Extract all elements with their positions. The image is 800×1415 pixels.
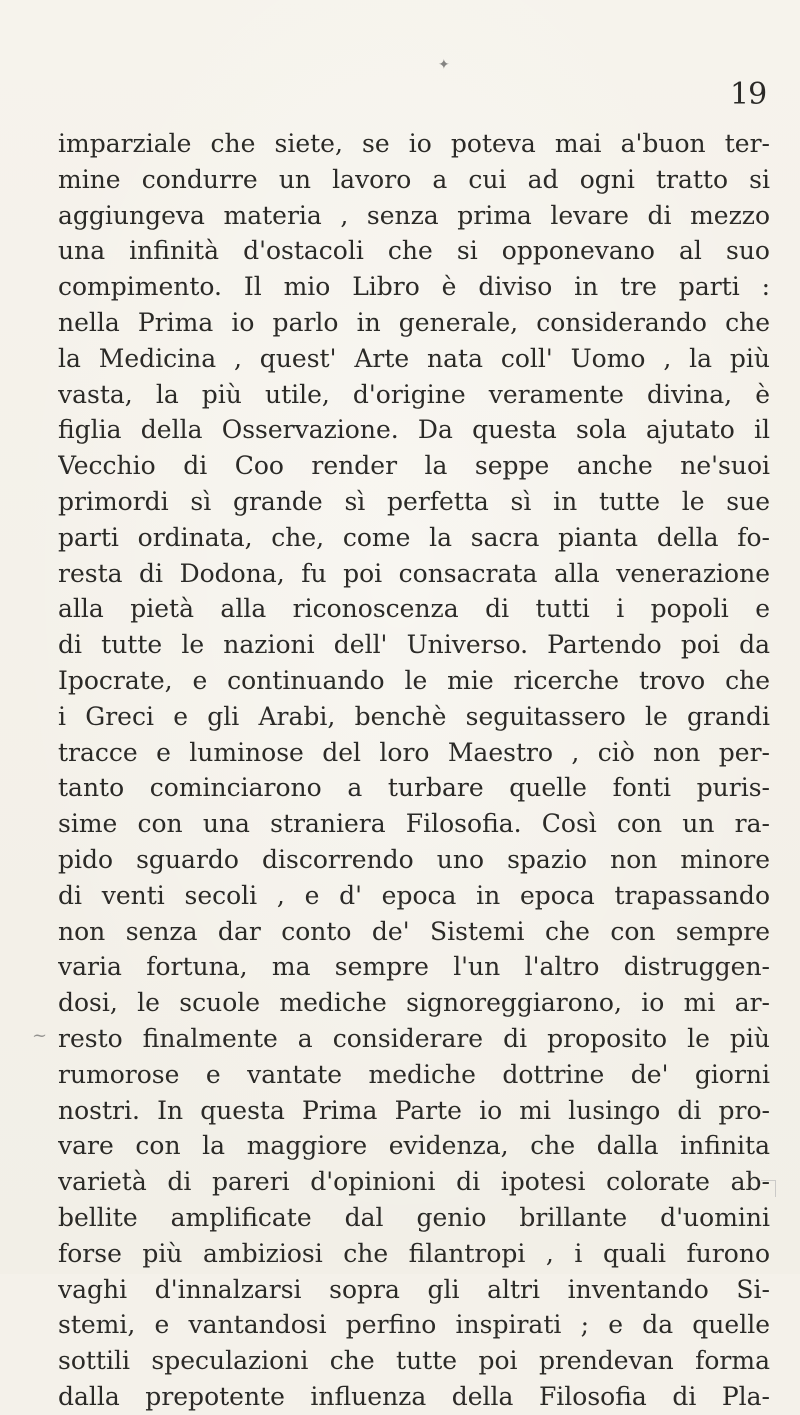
text-line: una infinità d'ostacoli che si opponevano al suo xyxy=(58,236,770,266)
text-line: parti ordinata, che, come la sacra pianta della fo- xyxy=(58,522,770,552)
text-line: stemi, e vantandosi perfino inspirati ; e da quelle xyxy=(58,1310,770,1340)
text-line: non senza dar conto de' Sistemi che con sempre xyxy=(58,916,770,946)
text-line: di tutte le nazioni dell' Universo. Partendo poi da xyxy=(58,630,770,660)
text-line: imparziale che siete, se io poteva mai a'buon ter- xyxy=(58,129,770,158)
text-line: la Medicina , quest' Arte nata coll' Uomo , la più xyxy=(58,343,770,373)
text-line: tracce e luminose del loro Maestro , ciò non per- xyxy=(58,737,770,767)
text-line: dosi, le scuole mediche signoreggiarono, io mi ar- xyxy=(58,988,770,1018)
text-line: nostri. In questa Prima Parte io mi lusingo di pro- xyxy=(58,1095,770,1125)
text-line: Vecchio di Coo render la seppe anche ne'suoi xyxy=(58,451,770,481)
text-line: aggiungeva materia , senza prima levare di mezzo xyxy=(58,200,770,230)
margin-mark: ~ xyxy=(32,1025,48,1046)
body-text xyxy=(58,126,770,1415)
text-line: varia fortuna, ma sempre l'un l'altro distruggen- xyxy=(58,952,770,982)
text-line: rumorose e vantate mediche dottrine de' giorni xyxy=(58,1059,770,1089)
text-line: vasta, la più utile, d'origine veramente divina, è xyxy=(58,379,770,409)
text-line: resto finalmente a considerare di proposito le più xyxy=(58,1023,770,1053)
text-line: resta di Dodona, fu poi consacrata alla venerazione xyxy=(58,558,770,588)
text-line: alla pietà alla riconoscenza di tutti i popoli e xyxy=(58,594,770,624)
text-line: pido sguardo discorrendo uno spazio non minore xyxy=(58,844,770,874)
text-line: vare con la maggiore evidenza, che dalla infinita xyxy=(58,1131,770,1161)
text-line: figlia della Osservazione. Da questa sola ajutato il xyxy=(58,415,770,445)
margin-bracket xyxy=(761,1180,776,1197)
text-line: i Greci e gli Arabi, benchè seguitassero le grandi xyxy=(58,701,770,731)
page-number: 19 xyxy=(730,77,767,112)
text-line: tanto cominciarono a turbare quelle fonti puris- xyxy=(58,773,770,803)
text-line: nella Prima io parlo in generale, considerando che xyxy=(58,307,770,337)
text-line: Ipocrate, e continuando le mie ricerche trovo che xyxy=(58,665,770,695)
ink-speck: ✦ xyxy=(438,57,450,73)
text-line: mine condurre un lavoro a cui ad ogni tratto si xyxy=(58,164,770,194)
text-line: dalla prepotente influenza della Filosofia di Pla- xyxy=(58,1381,770,1411)
text-line: sime con una straniera Filosofia. Così con un ra- xyxy=(58,809,770,839)
text-line: forse più ambiziosi che filantropi , i quali furono xyxy=(58,1238,770,1268)
text-line: vaghi d'innalzarsi sopra gli altri inventando Si- xyxy=(58,1274,770,1304)
text-line: sottili speculazioni che tutte poi prendevan forma xyxy=(58,1346,770,1376)
text-line: di venti secoli , e d' epoca in epoca trapassando xyxy=(58,880,770,910)
text-line: varietà di pareri d'opinioni di ipotesi colorate ab- xyxy=(58,1167,770,1197)
text-line: primordi sì grande sì perfetta sì in tutte le sue xyxy=(58,486,770,516)
text-line: bellite amplificate dal genio brillante d'uomini xyxy=(58,1202,770,1232)
text-line: compimento. Il mio Libro è diviso in tre parti : xyxy=(58,272,770,302)
